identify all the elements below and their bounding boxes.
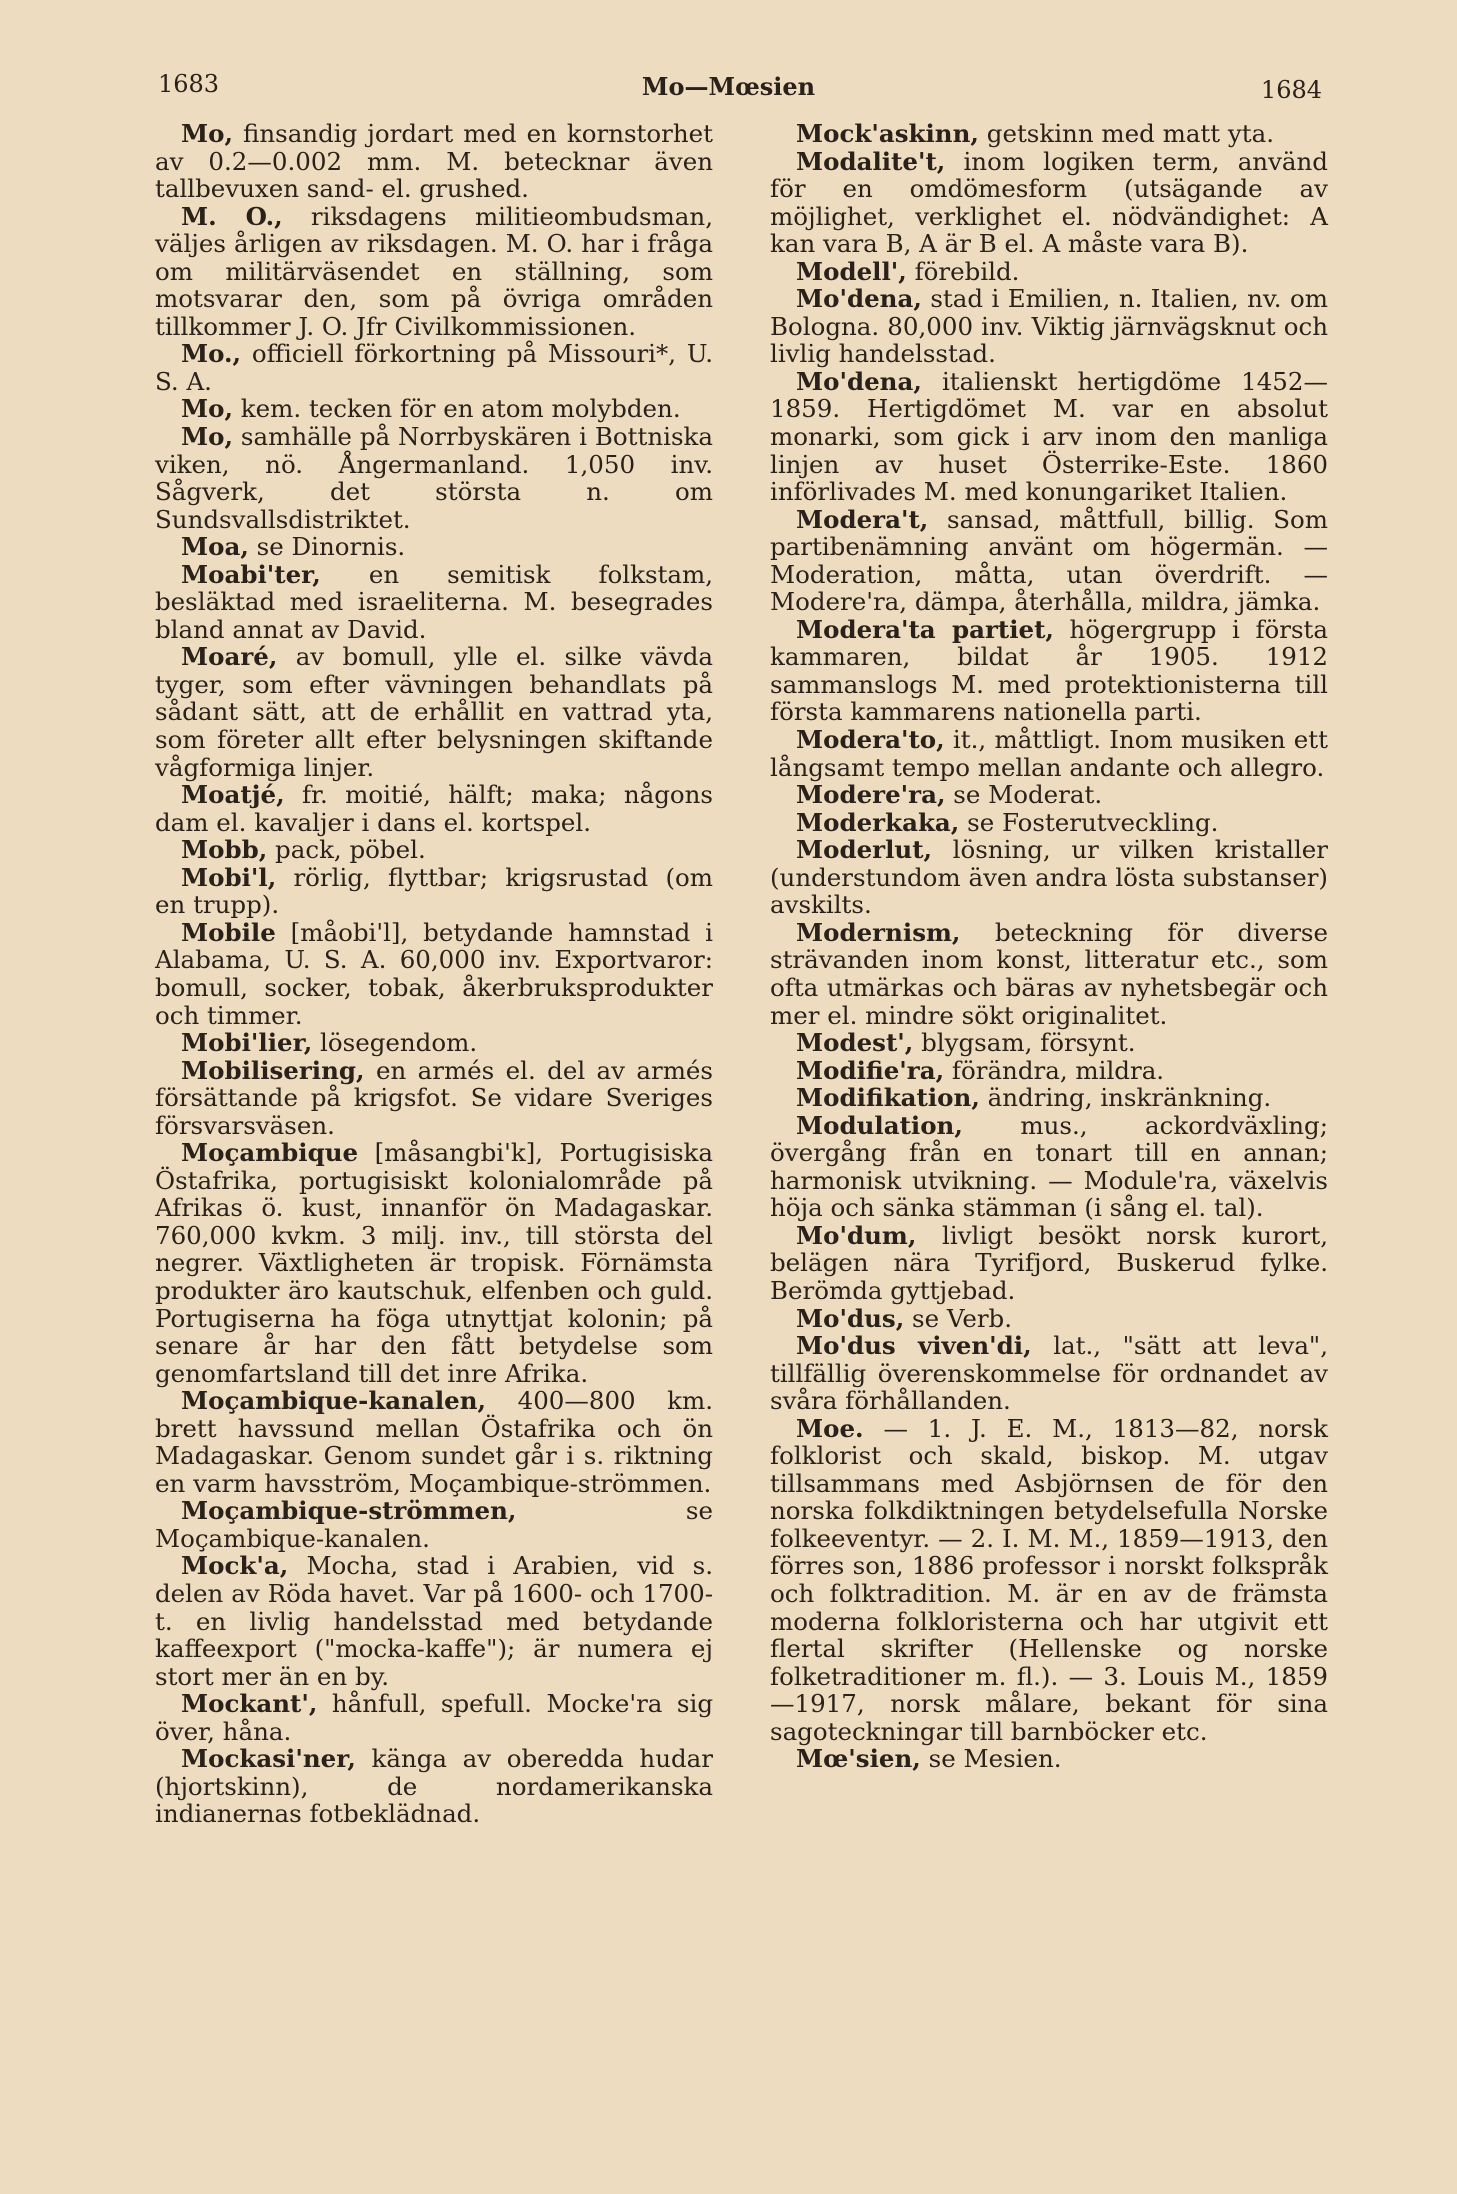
entry-definition: inom logiken term, använd för en omdömesform (utsägande av möjlighet, verklighet el. nödvändighet: A kan vara B, A är B el. A måste vara B).	[770, 146, 1328, 259]
entry-headword: Moatjé,	[181, 780, 285, 810]
dictionary-entry	[155, 395, 713, 423]
dictionary-entry	[770, 726, 1328, 781]
entry-definition: blygsam, försynt.	[913, 1028, 1136, 1058]
dictionary-entry	[770, 1084, 1328, 1112]
entry-headword: Mo'dus,	[796, 1303, 905, 1333]
dictionary-entry	[770, 368, 1328, 506]
dictionary-entry	[155, 561, 713, 644]
entry-definition: kem. tecken för en atom molybden.	[233, 394, 681, 424]
entry-headword: Mo'dena,	[796, 284, 922, 314]
entry-headword: M. O.,	[181, 201, 283, 231]
entry-headword: Modera't,	[796, 504, 929, 534]
entry-definition: hånfull, spefull. Mocke'ra sig över, håna.	[155, 1689, 713, 1746]
page-header	[0, 70, 1457, 110]
entry-definition: fr. moitié, hälft; maka; någons dam el. kavaljer i dans el. kortspel.	[155, 780, 713, 837]
entry-definition: getskinn med matt yta.	[978, 119, 1274, 148]
entry-headword: Moa,	[181, 532, 249, 562]
dictionary-entry	[155, 1139, 713, 1387]
dictionary-entry	[770, 836, 1328, 919]
running-head: Mo—Mœsien	[641, 72, 816, 101]
entry-headword: Modera'to,	[796, 725, 945, 755]
entry-headword: Mock'a,	[181, 1551, 289, 1581]
entry-headword: Mo.,	[181, 339, 242, 369]
entry-definition: se Verb.	[904, 1303, 1013, 1333]
entry-definition: [måobi'l], betydande hamnstad i Alabama, U. S. A. 60,000 inv. Exportvaror: bomull, socker, tobak, åkerbruksprodukter och timmer.	[155, 917, 713, 1030]
dictionary-entry	[155, 1029, 713, 1057]
entry-definition: känga av oberedda hudar (hjortskinn), de nordamerikanska indianernas fotbeklädnad.	[155, 1744, 713, 1829]
dictionary-entry	[770, 1222, 1328, 1305]
dictionary-entry	[155, 643, 713, 781]
dictionary-entry	[155, 836, 713, 864]
entry-headword: Mobb,	[181, 835, 268, 865]
entry-definition: sansad, måttfull, billig. Som partibenämning använt om högermän. — Moderation, måtta, utan överdrift. — Modere'ra, dämpa, återhålla, mildra, jämka.	[770, 504, 1328, 617]
page-number-right: 1684	[1260, 76, 1322, 104]
entry-headword: Modell',	[796, 256, 907, 286]
entry-definition: mus., ackordväxling; övergång från en tonart till en annan; harmonisk utvikning. — Module'ra, växelvis höja och sänka stämman (i sång el. tal).	[770, 1110, 1328, 1223]
entry-definition: samhälle på Norrbyskären i Bottniska viken, nö. Ångermanland. 1,050 inv. Sågverk, det största n. om Sundsvallsdistriktet.	[155, 422, 713, 534]
entry-headword: Mockant',	[181, 1689, 318, 1719]
entry-definition: pack, pöbel.	[267, 835, 426, 865]
dictionary-entry	[770, 1332, 1328, 1415]
dictionary-entry	[155, 864, 713, 919]
entry-definition: se Dinornis.	[248, 532, 406, 562]
entry-definition: 400—800 km. brett havssund mellan Östafrika och ön Madagaskar. Genom sundet går i s. riktning en varm havsström, Moçambique-strömmen.	[155, 1386, 713, 1498]
entry-definition: livligt besökt norsk kurort, belägen nära Tyrifjord, Buskerud fylke. Berömda gyttjebad.	[770, 1220, 1328, 1305]
entry-headword: Mo,	[181, 422, 233, 452]
dictionary-entry	[770, 148, 1328, 258]
entry-headword: Mobi'lier,	[181, 1028, 313, 1058]
entry-definition: beteckning för diverse strävanden inom konst, litteratur etc., som ofta utmärkas och bäras av nyhetsbegär och mer el. mindre sökt originalitet.	[770, 917, 1328, 1030]
entry-definition: en semitisk folkstam, besläktad med israeliterna. M. besegrades bland annat av David.	[155, 559, 713, 644]
entry-definition: rörlig, flyttbar; krigsrustad (om en trupp).	[155, 862, 713, 920]
entry-headword: Moderkaka,	[796, 807, 960, 837]
left-column	[155, 120, 713, 1828]
entry-headword: Mobi'l,	[181, 862, 277, 892]
entry-headword: Modera'ta partiet,	[796, 614, 1054, 644]
entry-headword: Moabi'ter,	[181, 559, 321, 589]
entry-definition: [måsangbi'k], Portugisiska Östafrika, portugisiskt kolonialområde på Afrikas ö. kust, innanför ön Madagaskar. 760,000 kvkm. 3 milj. inv., till största del negrer. Växtligheten är tropisk. Förnämsta produkter äro kautschuk, elfenben och guld. Portugiserna ha föga utnyttjat kolonin; på senare år har den fått betydelse som genomfartsland till det inre Afrika.	[155, 1138, 713, 1388]
page-number-left: 1683	[158, 70, 220, 98]
entry-headword: Moçambique-kanalen,	[181, 1386, 487, 1416]
entry-headword: Modulation,	[796, 1110, 963, 1140]
entry-definition: högergrupp i första kammaren, bildat år 1905. 1912 sammanslogs M. med protektionisterna till första kammarens nationella parti.	[770, 614, 1328, 727]
dictionary-entry	[155, 1690, 713, 1745]
entry-headword: Mo'dus viven'di,	[796, 1331, 1032, 1361]
entry-headword: Modalite't,	[796, 146, 946, 176]
dictionary-entry	[155, 1552, 713, 1690]
entry-headword: Mockasi'ner,	[181, 1744, 356, 1774]
entry-definition: se Fosterutveckling.	[959, 807, 1219, 837]
entry-headword: Modest',	[796, 1028, 914, 1058]
dictionary-entry	[155, 781, 713, 836]
entry-definition: ändring, inskränkning.	[979, 1083, 1272, 1113]
dictionary-entry	[155, 1497, 713, 1552]
entry-headword: Moaré,	[181, 642, 278, 672]
entry-definition: Mocha, stad i Arabien, vid s. delen av Röda havet. Var på 1600- och 1700-t. en livlig handelsstad med betydande kaffeexport ("mocka-kaffe"); är numera ej stort mer än en by.	[155, 1551, 713, 1691]
entry-headword: Moçambique-strömmen,	[181, 1496, 517, 1526]
entry-headword: Moderlut,	[796, 835, 933, 865]
entry-headword: Mobilisering,	[181, 1055, 365, 1085]
entry-definition: av bomull, ylle el. silke vävda tyger, som efter vävningen behandlats på sådant sätt, att de erhållit en vattrad yta, som företer allt efter belysningen skiftande vågformiga linjer.	[155, 642, 713, 782]
entry-definition: en armés el. del av armés försättande på krigsfot. Se vidare Sveriges försvarsväsen.	[155, 1055, 713, 1140]
entry-definition: riksdagens militieombudsman, väljes årligen av riksdagen. M. O. har i fråga om militärväsendet en ställning, som motsvarar den, som på övriga områden tillkommer J. O. Jfr Civilkommissionen.	[155, 201, 713, 341]
entry-definition: se Moderat.	[945, 780, 1103, 810]
dictionary-entry	[770, 919, 1328, 1029]
entry-headword: Mo,	[181, 119, 233, 148]
dictionary-entry	[155, 919, 713, 1029]
dictionary-entry	[155, 120, 713, 203]
entry-definition: lösning, ur vilken kristaller (understundom även andra lösta substanser) avskilts.	[770, 835, 1328, 920]
dictionary-entry	[770, 1415, 1328, 1746]
dictionary-entry	[770, 285, 1328, 368]
entry-headword: Mo'dum,	[796, 1220, 917, 1250]
entry-definition: — 1. J. E. M., 1813—82, norsk folklorist och skald, biskop. M. utgav tillsammans med Asbjörnsen de för den norska folkdiktningen betydelsefulla Norske folkeeventyr. — 2. I. M. M., 1859—1913, den förres son, 1886 professor i norskt folkspråk och folktradition. M. är en av de främsta moderna folkloristerna och har utgivit ett flertal skrifter (Hellenske og norske folketraditioner m. fl.). — 3. Louis M., 1859—1917, norsk målare, bekant för sina sagoteckningar till barnböcker etc.	[770, 1413, 1328, 1746]
entry-definition: lösegendom.	[312, 1028, 478, 1058]
entry-headword: Moe.	[796, 1413, 864, 1443]
dictionary-entry	[155, 1745, 713, 1828]
dictionary-entry	[770, 781, 1328, 809]
right-column	[770, 120, 1328, 1773]
dictionary-entry	[770, 1029, 1328, 1057]
entry-definition: se Mesien.	[920, 1744, 1062, 1774]
dictionary-entry	[155, 340, 713, 395]
entry-definition: förebild.	[906, 256, 1020, 286]
entry-definition: förändra, mildra.	[944, 1055, 1165, 1085]
dictionary-entry	[770, 616, 1328, 726]
entry-headword: Mobile	[181, 917, 276, 947]
dictionary-entry	[770, 809, 1328, 837]
entry-definition: it., måttligt. Inom musiken ett långsamt tempo mellan andante och allegro.	[770, 725, 1328, 782]
entry-headword: Mœ'sien,	[796, 1744, 921, 1774]
dictionary-entry	[155, 1057, 713, 1140]
entry-headword: Modifikation,	[796, 1083, 980, 1113]
dictionary-entry	[155, 1387, 713, 1497]
dictionary-entry	[770, 1057, 1328, 1085]
dictionary-entry	[155, 423, 713, 533]
entry-definition: officiell förkortning på Missouri*, U. S. A.	[155, 339, 713, 396]
entry-definition: stad i Emilien, n. Italien, nv. om Bologna. 80,000 inv. Viktig järnvägsknut och livlig handelsstad.	[770, 284, 1328, 369]
dictionary-entry	[770, 1305, 1328, 1333]
dictionary-entry	[155, 203, 713, 341]
entry-headword: Modere'ra,	[796, 780, 946, 810]
entry-headword: Modifie'ra,	[796, 1055, 945, 1085]
entry-definition: se Moçambique-kanalen.	[155, 1496, 713, 1553]
entry-headword: Mo'dena,	[796, 366, 922, 396]
entry-definition: finsandig jordart med en kornstorhet av 0.2—0.002 mm. M. betecknar även tallbevuxen sand- el. grushed.	[155, 119, 713, 204]
dictionary-entry	[770, 1745, 1328, 1773]
dictionary-entry	[770, 120, 1328, 148]
dictionary-entry	[155, 533, 713, 561]
entry-headword: Moçambique	[181, 1138, 359, 1168]
dictionary-entry	[770, 506, 1328, 616]
entry-definition: italienskt hertigdöme 1452—1859. Hertigdömet M. var en absolut monarki, som gick i arv inom den manliga linjen av huset Österrike-Este. 1860 införlivades M. med konungariket Italien.	[770, 366, 1328, 507]
entry-headword: Modernism,	[796, 917, 961, 947]
entry-headword: Mo,	[181, 394, 233, 424]
entry-definition: lat., "sätt att leva", tillfällig överenskommelse för ordnandet av svåra förhållanden.	[770, 1331, 1328, 1416]
dictionary-entry	[770, 1112, 1328, 1222]
entry-headword: Mock'askinn,	[796, 119, 979, 148]
dictionary-entry	[770, 258, 1328, 286]
